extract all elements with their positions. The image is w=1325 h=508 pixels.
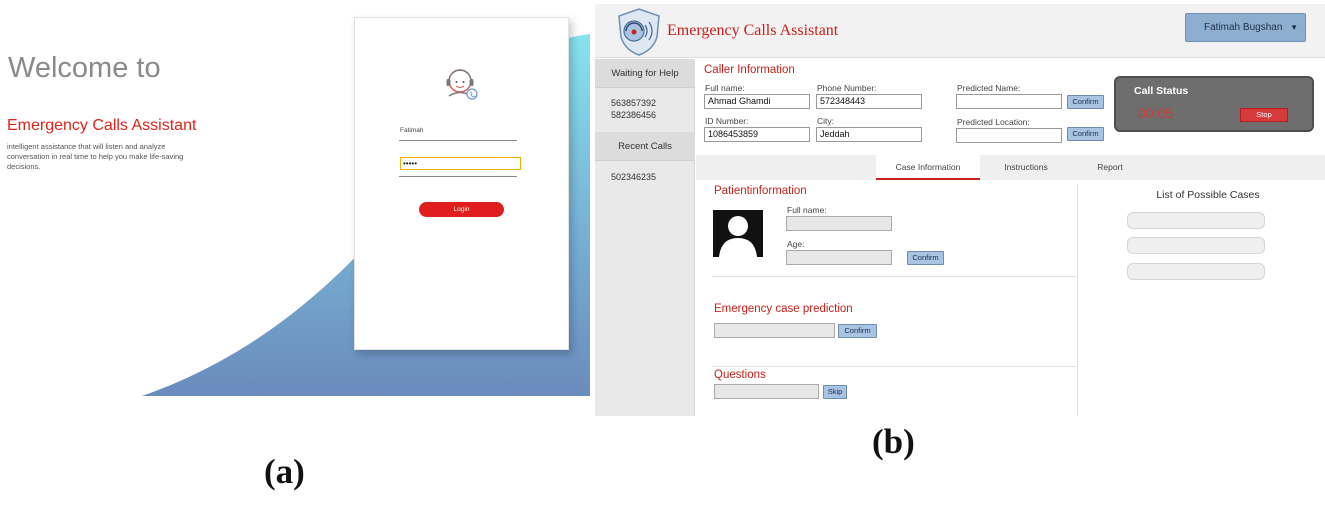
city-field[interactable]: Jeddah <box>816 127 922 142</box>
predicted-location-field[interactable] <box>956 128 1062 143</box>
figure-label-a: (a) <box>264 452 305 491</box>
patient-info-title: Patientinformation <box>714 185 807 197</box>
app-logo-icon <box>615 7 663 57</box>
welcome-heading: Welcome to <box>8 52 161 84</box>
login-screen <box>0 0 590 440</box>
question-answer-field[interactable] <box>714 384 819 399</box>
assistant-dashboard <box>595 4 1325 416</box>
app-tagline: intelligent assistance that will listen and analyze conversation in real time to help you make life-saving decisions. <box>7 142 184 171</box>
age-label: Age: <box>787 239 805 249</box>
password-field[interactable]: ••••• <box>400 157 521 170</box>
confirm-patient-button[interactable]: Confirm <box>907 251 944 265</box>
call-sidebar <box>595 59 695 416</box>
predicted-name-field[interactable] <box>956 94 1062 109</box>
predicted-location-label: Predicted Location: <box>957 117 1030 127</box>
case-tabs <box>696 155 1325 180</box>
call-status-title: Call Status <box>1134 85 1189 97</box>
section-divider <box>712 276 1076 277</box>
patient-full-name-label: Full name: <box>787 205 827 215</box>
recent-call-item[interactable]: 502346235 <box>611 172 657 182</box>
city-label: City: <box>817 116 834 126</box>
confirm-prediction-button[interactable]: Confirm <box>838 324 877 338</box>
prediction-field[interactable] <box>714 323 835 338</box>
possible-cases-title: List of Possible Cases <box>1156 189 1260 201</box>
user-name: Fatimah Bugshan <box>1204 22 1283 33</box>
recent-calls-header: Recent Calls <box>595 132 695 161</box>
app-name: Emergency Calls Assistant <box>7 117 197 134</box>
column-divider <box>1077 184 1078 416</box>
possible-case-item[interactable] <box>1127 237 1265 254</box>
login-card <box>354 17 569 350</box>
waiting-call-item[interactable]: 563857392 <box>611 98 657 108</box>
password-underline <box>399 176 517 177</box>
questions-title: Questions <box>714 369 766 381</box>
call-timer: 00:05 <box>1138 105 1174 121</box>
waiting-call-item[interactable]: 582386456 <box>611 110 657 120</box>
prediction-title: Emergency case prediction <box>714 303 853 315</box>
patient-avatar-icon <box>713 210 763 257</box>
tab-report[interactable]: Report <box>1097 162 1123 172</box>
chevron-down-icon: ▼ <box>1290 23 1298 32</box>
app-header <box>595 4 1325 58</box>
skip-question-button[interactable]: Skip <box>823 385 847 399</box>
patient-full-name-field[interactable] <box>786 216 892 231</box>
caller-info-title: Caller Information <box>704 64 795 76</box>
caller-full-name-field[interactable]: Ahmad Ghamdi <box>704 94 810 109</box>
waiting-header: Waiting for Help <box>595 59 695 88</box>
username-underline <box>399 140 517 141</box>
username-field[interactable]: Fatimah <box>400 127 424 134</box>
id-number-label: ID Number: <box>705 116 749 126</box>
possible-case-item[interactable] <box>1127 212 1265 229</box>
stop-call-button[interactable]: Stop <box>1240 108 1288 122</box>
figure-label-b: (b) <box>872 422 915 461</box>
call-status-panel <box>1114 76 1314 132</box>
phone-number-field[interactable]: 572348443 <box>816 94 922 109</box>
phone-number-label: Phone Number: <box>817 83 877 93</box>
call-agent-icon <box>441 64 481 104</box>
section-divider <box>712 366 1076 367</box>
predicted-name-label: Predicted Name: <box>957 83 1021 93</box>
possible-case-item[interactable] <box>1127 263 1265 280</box>
id-number-field[interactable]: 1086453859 <box>704 127 810 142</box>
tab-instructions[interactable]: Instructions <box>1004 162 1048 172</box>
caller-full-name-label: Full name: <box>705 83 745 93</box>
tab-case-information[interactable]: Case Information <box>876 155 980 180</box>
user-menu-button[interactable] <box>1185 13 1306 42</box>
app-title: Emergency Calls Assistant <box>667 22 839 39</box>
age-field[interactable] <box>786 250 892 265</box>
confirm-location-button[interactable]: Confirm <box>1067 127 1104 141</box>
login-button[interactable]: Login <box>419 202 504 217</box>
confirm-name-button[interactable]: Confirm <box>1067 95 1104 109</box>
